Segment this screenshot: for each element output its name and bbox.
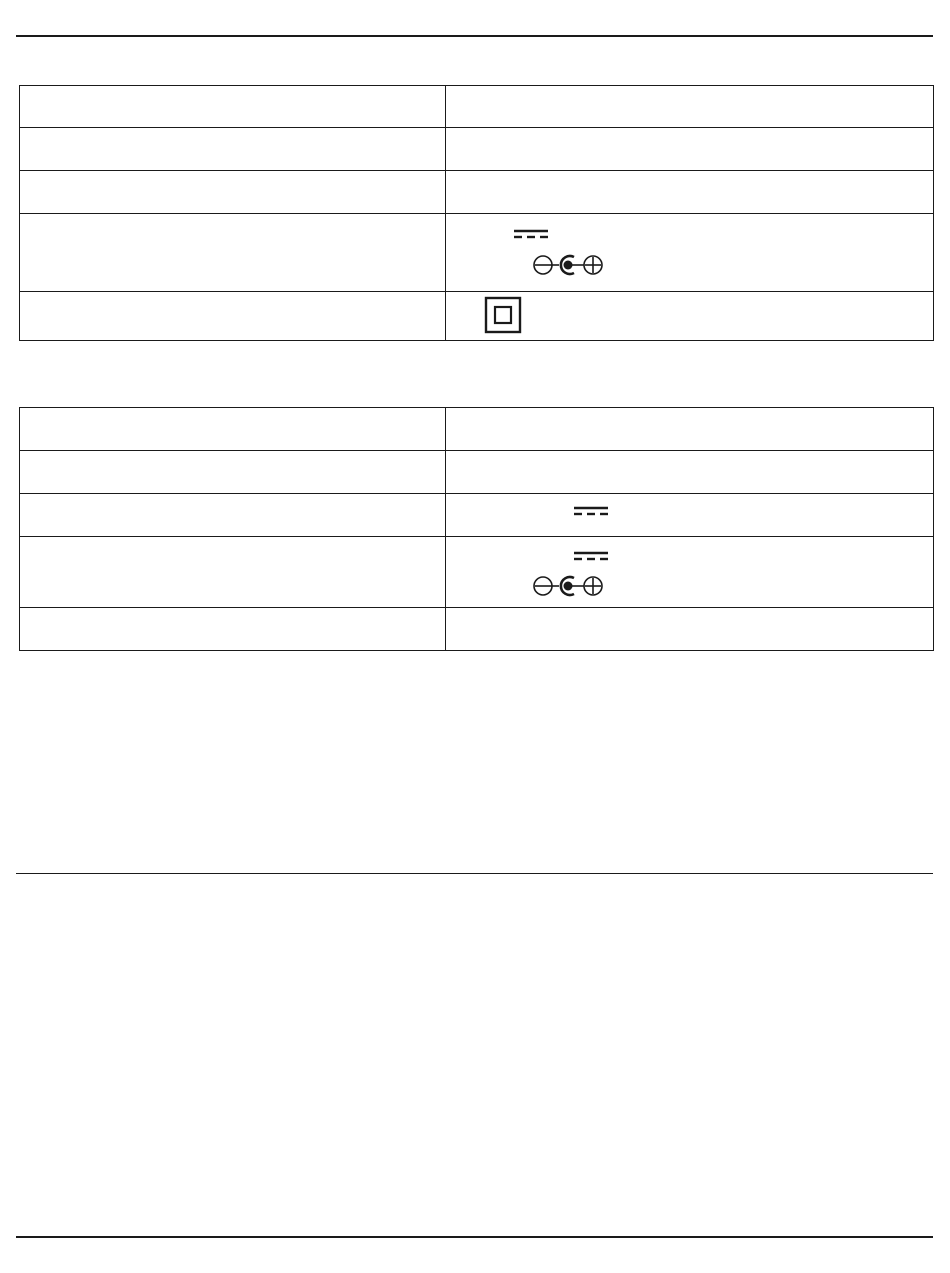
spec-label-cell bbox=[20, 494, 446, 537]
spec-label-cell bbox=[20, 128, 446, 171]
spec-label-cell bbox=[20, 608, 446, 651]
spec-value bbox=[446, 494, 933, 532]
spec-label bbox=[20, 128, 445, 166]
spec-value-cell bbox=[446, 86, 934, 128]
spec-label bbox=[20, 494, 445, 532]
direct-current-icon bbox=[574, 551, 608, 561]
spec-value bbox=[446, 86, 933, 124]
table-row bbox=[20, 608, 934, 651]
header-rule bbox=[16, 35, 933, 37]
direct-current-icon bbox=[514, 229, 548, 239]
spec-value bbox=[446, 128, 933, 166]
table-row bbox=[20, 86, 934, 128]
spec-label-cell bbox=[20, 537, 446, 608]
table-row bbox=[20, 128, 934, 171]
spec-value bbox=[446, 451, 933, 489]
polarity-icon bbox=[533, 254, 603, 276]
table-row bbox=[20, 292, 934, 341]
spec-value-cell bbox=[446, 214, 934, 292]
spec-value-cell bbox=[446, 292, 934, 341]
footer-rule bbox=[16, 1236, 933, 1238]
spec-label bbox=[20, 292, 445, 330]
spec-table-1 bbox=[19, 85, 934, 341]
spec-value-cell bbox=[446, 408, 934, 451]
table-row bbox=[20, 494, 934, 537]
double-insulation-icon bbox=[484, 296, 522, 334]
table-row bbox=[20, 537, 934, 608]
spec-label-cell bbox=[20, 214, 446, 292]
spec-label bbox=[20, 171, 445, 209]
spec-value bbox=[446, 171, 933, 209]
spec-value-cell bbox=[446, 451, 934, 494]
spec-value bbox=[446, 608, 933, 646]
spec-label bbox=[20, 451, 445, 489]
spec-label-cell bbox=[20, 451, 446, 494]
spec-value-cell bbox=[446, 171, 934, 214]
table-row bbox=[20, 408, 934, 451]
spec-value-cell bbox=[446, 537, 934, 608]
spec-table-2 bbox=[19, 407, 934, 651]
polarity-icon bbox=[533, 575, 603, 597]
table-row bbox=[20, 451, 934, 494]
table-row bbox=[20, 214, 934, 292]
spec-label-cell bbox=[20, 292, 446, 341]
spec-label bbox=[20, 86, 445, 124]
spec-label-cell bbox=[20, 408, 446, 451]
spec-value-cell bbox=[446, 128, 934, 171]
spec-label bbox=[20, 608, 445, 646]
spec-label bbox=[20, 537, 445, 575]
spec-label bbox=[20, 214, 445, 252]
table-row bbox=[20, 171, 934, 214]
direct-current-icon bbox=[574, 506, 608, 516]
section-divider-rule bbox=[16, 873, 933, 874]
spec-value-cell bbox=[446, 494, 934, 537]
spec-value-cell bbox=[446, 608, 934, 651]
spec-value bbox=[446, 537, 933, 575]
spec-value bbox=[446, 408, 933, 446]
spec-label-cell bbox=[20, 86, 446, 128]
spec-label-cell bbox=[20, 171, 446, 214]
spec-label bbox=[20, 408, 445, 446]
